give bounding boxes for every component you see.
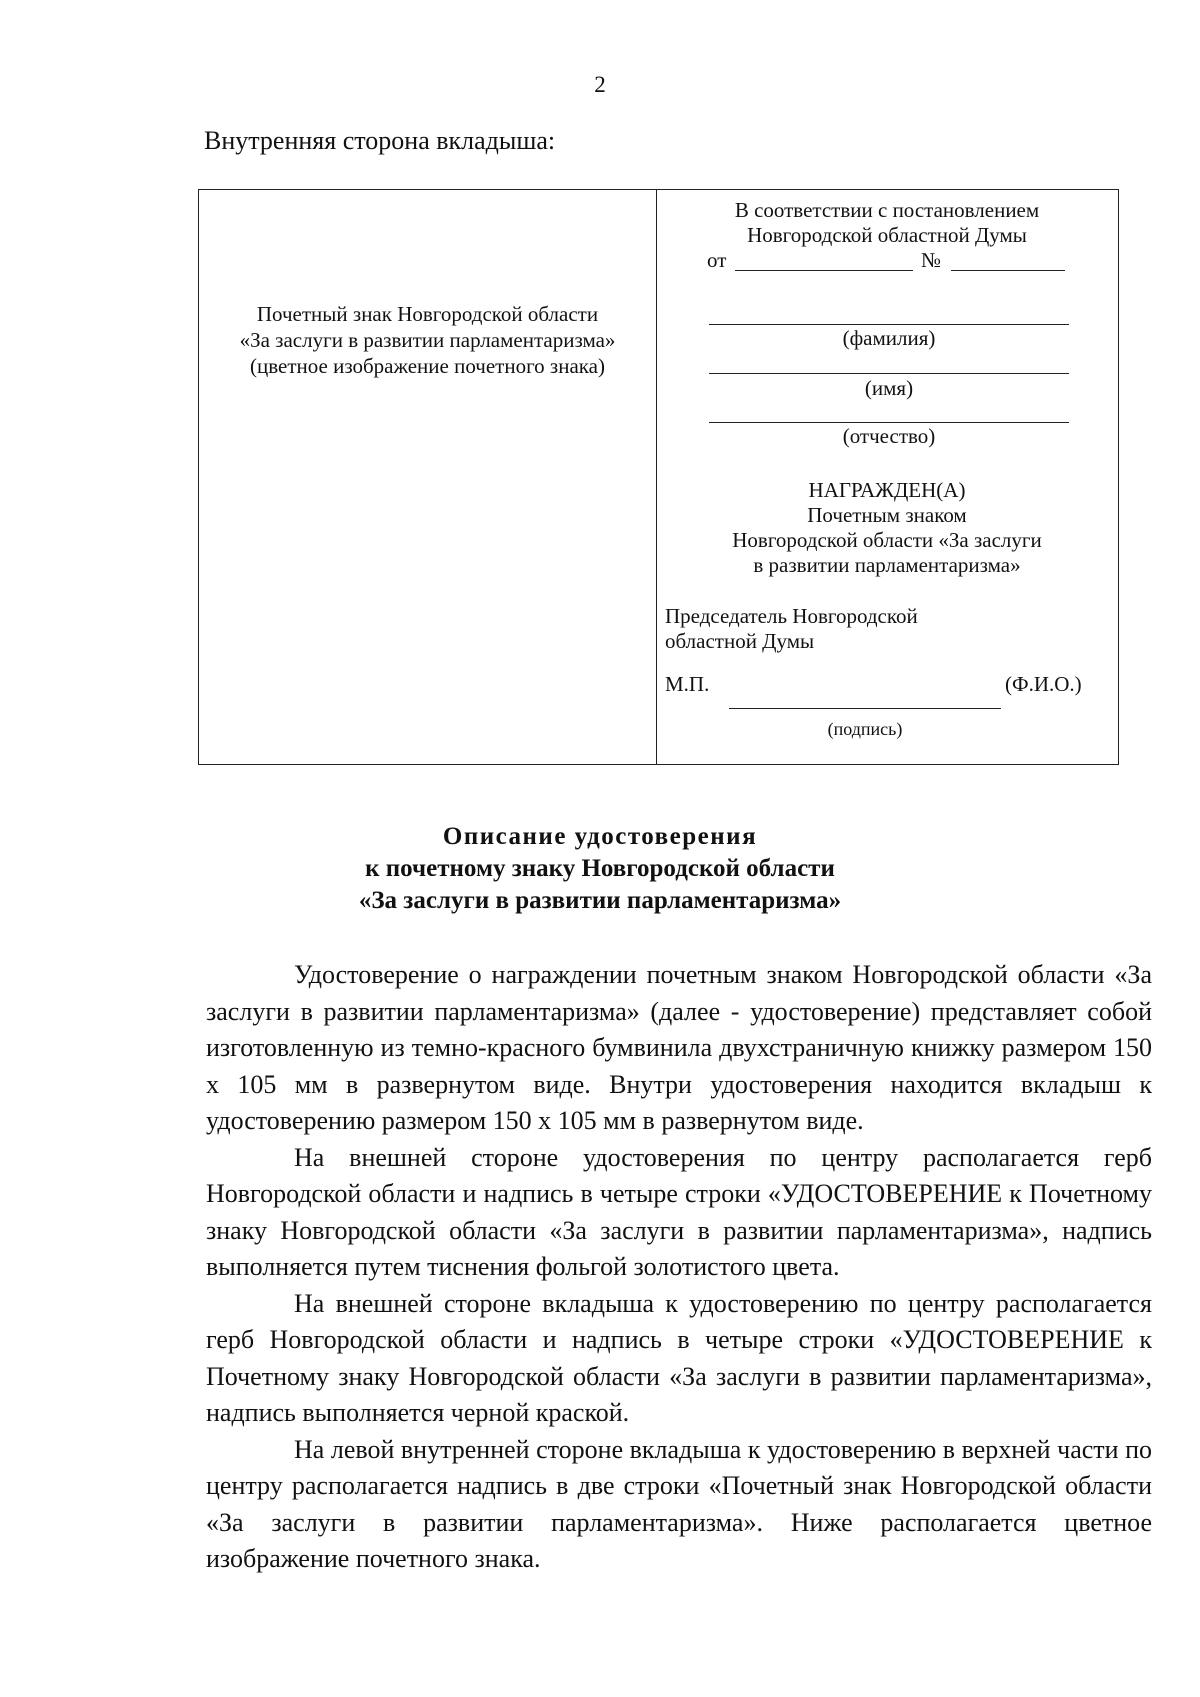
description-title <box>0 821 1200 917</box>
chairman-line-2: областной Думы <box>665 629 815 653</box>
award-line-2: Новгородской области «За заслуги <box>732 528 1042 552</box>
title-line-1: Описание удостоверения <box>442 823 758 850</box>
left-line-2: «За заслуги в развитии парламентаризма» <box>239 328 616 352</box>
name-line <box>709 373 1069 374</box>
left-line-1: Почетный знак Новгородской области <box>256 302 599 326</box>
name-caption: (имя) <box>864 376 914 400</box>
patronymic-line <box>709 422 1069 423</box>
description-body <box>206 957 1152 1578</box>
award-line-3: в развитии парламентаризма» <box>753 553 1021 577</box>
title-line-3: «За заслуги в развитии парламентаризма» <box>358 887 842 914</box>
seal-label: М.П. <box>665 672 710 696</box>
paragraph-4: На левой внутренней стороне вкладыша к удостоверению в верхней части по центру располагается надпись в две строки «Почетный знак Новгородской области «За заслуги в развитии парламентаризма». Ниже располагается цветное изображение почетного знака. <box>206 1434 1152 1573</box>
resolution-header-1: В соответствии с постановлением <box>734 198 1040 222</box>
signature-line <box>729 708 1001 709</box>
paragraph-3: На внешней стороне вкладыша к удостоверению по центру располагается герб Новгородской области и надпись в четыре строки «УДОСТОВЕРЕНИЕ к Почетному знаку Новгородской области «За заслуги в развитии парламентаризма», надпись выполняется черной краской. <box>206 1288 1152 1427</box>
resolution-header-2: Новгородской областной Думы <box>747 223 1027 247</box>
paragraph-2: На внешней стороне удостоверения по центру располагается герб Новгородской области и надпись в четыре строки «УДОСТОВЕРЕНИЕ к Почетному знаку Новгородской области «За заслуги в развитии парламентаризма», надпись выполняется путем тиснения фольгой золотистого цвета. <box>206 1142 1152 1281</box>
surname-caption: (фамилия) <box>842 326 936 350</box>
card-left-panel <box>199 301 656 379</box>
number-line <box>951 270 1065 271</box>
left-line-3: (цветное изображение почетного знака) <box>250 354 605 378</box>
date-line <box>735 270 913 271</box>
fio-label: (Ф.И.О.) <box>1005 672 1082 696</box>
signature-caption: (подпись) <box>827 719 903 739</box>
number-label: № <box>921 248 942 272</box>
title-line-2: к почетному знаку Новгородской области <box>365 855 835 882</box>
surname-line <box>709 324 1069 325</box>
from-label: от <box>707 248 727 272</box>
card-divider <box>656 190 657 764</box>
section-intro: Внутренняя сторона вкладыша: <box>204 126 556 155</box>
awarded-heading: НАГРАЖДЕН(А) <box>808 478 966 502</box>
award-line-1: Почетным знаком <box>807 503 967 527</box>
patronymic-caption: (отчество) <box>842 424 936 448</box>
insert-inner-side-card <box>198 189 1119 765</box>
paragraph-1: Удостоверение о награждении почетным знаком Новгородской области «За заслуги в развитии парламентаризма» (далее - удостоверение) представляет собой изготовленную из темно-красного бумвинила двухстраничную книжку размером 150 х 105 мм в развернутом виде. Внутри удостоверения находится вкладыш к удостоверению размером 150 х 105 мм в развернутом виде. <box>206 960 1152 1135</box>
page-number: 2 <box>594 72 606 97</box>
chairman-line-1: Председатель Новгородской <box>665 604 918 628</box>
